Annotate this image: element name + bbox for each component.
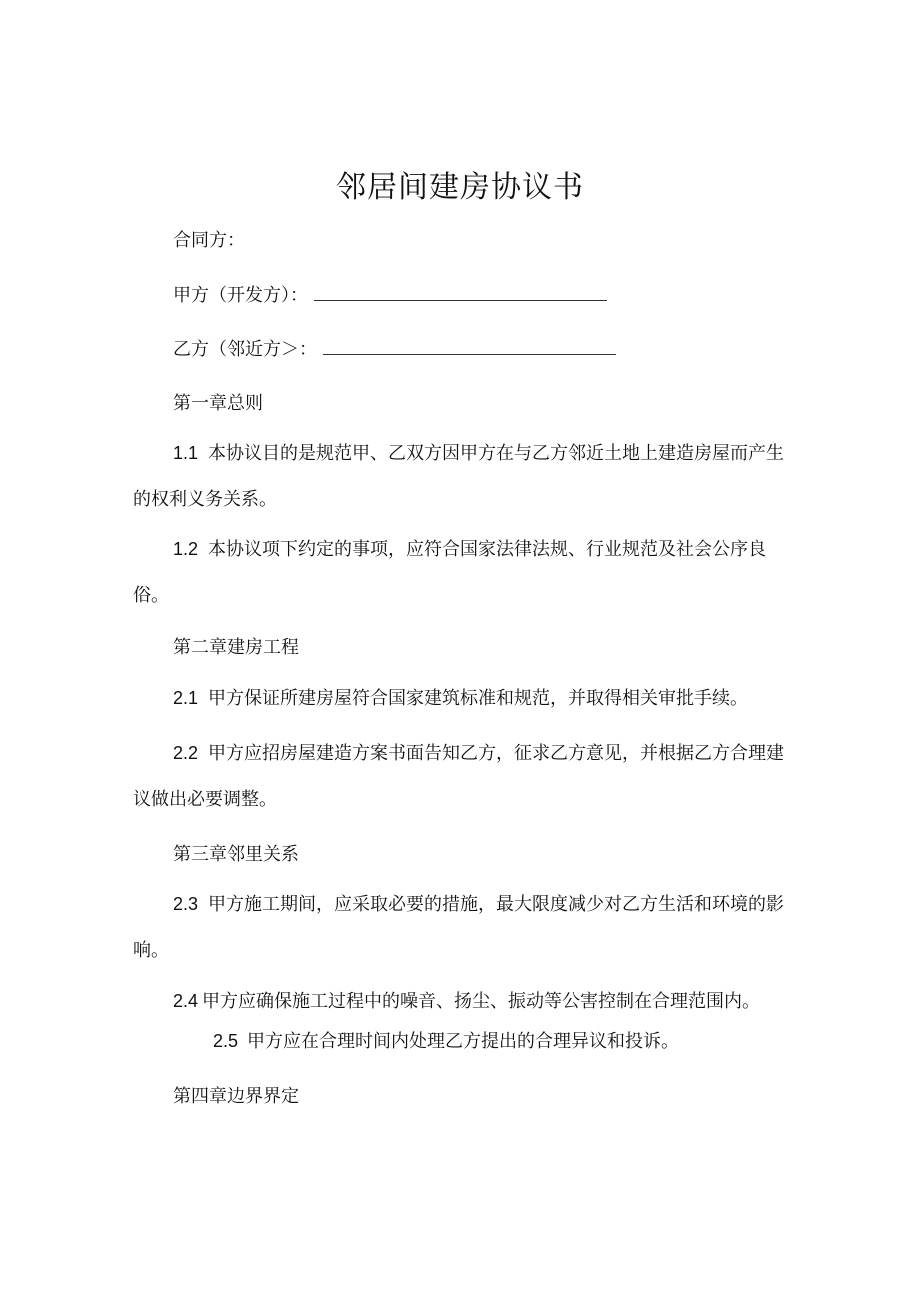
parties-heading: 合同方： <box>173 230 245 251</box>
clause-2-2 <box>133 730 793 823</box>
clause-2-1 <box>133 675 793 722</box>
clause-number: 2.3 <box>173 894 199 914</box>
clause-number: 2.1 <box>173 688 199 708</box>
party-a-label: 甲方（开发方）： <box>173 285 308 306</box>
clause-1-1 <box>133 430 793 523</box>
clause-1-2 <box>133 526 793 619</box>
clause-number: 2.2 <box>173 743 199 763</box>
clause-number: 1.1 <box>173 443 199 463</box>
party-b-line <box>173 335 616 361</box>
party-a-line <box>173 281 607 307</box>
chapter-1-heading: 第一章总则 <box>173 393 263 414</box>
document-title: 邻居间建房协议书 <box>336 170 584 205</box>
clause-number: 1.2 <box>173 539 199 559</box>
clause-2-5 <box>133 1018 793 1065</box>
clause-text: 本协议目的是规范甲、乙双方因甲方在与乙方邻近土地上建造房屋而产生的权利义务关系。 <box>133 443 785 510</box>
clause-text: 甲方保证所建房屋符合国家建筑标准和规范，并取得相关审批手续。 <box>208 688 749 709</box>
clause-text: 甲方应确保施工过程中的噪音、扬尘、振动等公害控制在合理范围内。 <box>202 991 761 1012</box>
clause-number: 2.4 <box>173 991 199 1011</box>
party-b-blank <box>323 340 616 355</box>
chapter-4-heading: 第四章边界界定 <box>173 1086 299 1107</box>
chapter-3-heading: 第三章邻里关系 <box>173 844 299 865</box>
clause-text: 甲方应招房屋建造方案书面告知乙方，征求乙方意见，并根据乙方合理建议做出必要调整。 <box>133 743 785 810</box>
party-b-label: 乙方（邻近方＞： <box>173 339 317 360</box>
clause-text: 甲方施工期间，应采取必要的措施，最大限度减少对乙方生活和环境的影响。 <box>133 894 785 961</box>
clause-text: 本协议项下约定的事项，应符合国家法律法规、行业规范及社会公序良俗。 <box>133 539 767 606</box>
clause-text: 甲方应在合理时间内处理乙方提出的合理异议和投诉。 <box>247 1031 679 1052</box>
party-a-blank <box>314 286 607 301</box>
chapter-2-heading: 第二章建房工程 <box>173 637 299 658</box>
clause-2-3 <box>133 881 793 974</box>
clause-number: 2.5 <box>213 1031 239 1051</box>
